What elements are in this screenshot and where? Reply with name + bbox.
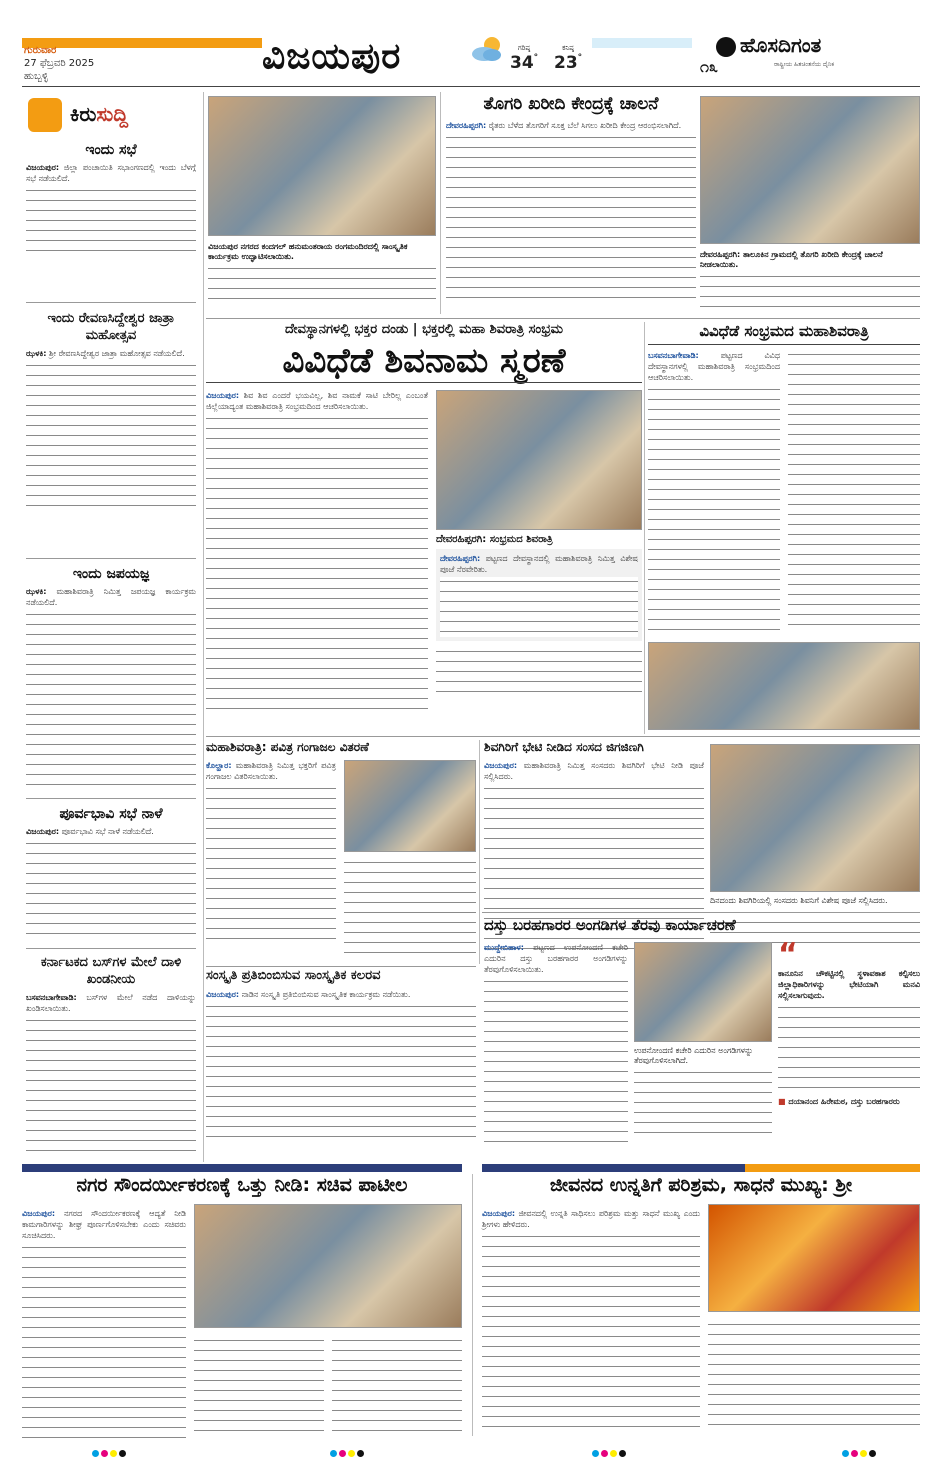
togari-photo: [700, 96, 920, 244]
masthead-date: 27 ಫೆಬ್ರವರಿ 2025: [24, 58, 95, 69]
sambhrama-dateline: ಬಸವನಬಾಗೇವಾಡಿ:: [648, 351, 699, 360]
kirusuddi-item-text: ಶ್ರೀ ರೇವಣಸಿದ್ದೇಶ್ವರ ಜಾತ್ರಾ ಮಹೋತ್ಸವ ನಡೆಯಲಿದೆ.: [48, 349, 185, 358]
jeevana-story: [482, 1174, 920, 1436]
dastu-photo: [634, 942, 772, 1042]
weather-max-label: ಗರಿಷ್ಠ: [517, 44, 531, 52]
sambhrama-story: [648, 322, 920, 734]
kirusuddi-item-dateline: ಬಸವನಬಾಗೇವಾಡಿ:: [26, 993, 77, 1002]
gangajala-dateline: ಕೊಲ್ಹಾರ:: [206, 761, 232, 770]
bottom-bar-right: [482, 1164, 920, 1172]
mp-visit-caption: ದಿನದಂದು ಶಿವಗಿರಿಯಲ್ಲಿ ಸಂಸದರು ಶಿವನಿಗೆ ವಿಶೇಷ ಪೂಜೆ ಸಲ್ಲಿಸಿದರು.: [710, 896, 888, 905]
kirusuddi-header: [28, 98, 194, 134]
shiva-photo-caption: ದೇವರಹಿಪ್ಪರಗಿ: ಸಂಭ್ರಮದ ಶಿವರಾತ್ರಿ: [436, 534, 553, 545]
shiva-kicker: ದೇವಸ್ಥಾನಗಳಲ್ಲಿ ಭಕ್ತರ ದಂಡು | ಭಕ್ತರಲ್ಲಿ ಮಹಾ ಶಿವರಾತ್ರಿ ಸಂಭ್ರಮ: [284, 322, 564, 337]
mp-visit-photo: [710, 744, 920, 892]
sambhrama-lead: ಪಟ್ಟಣದ ವಿವಿಧ ದೇವಸ್ಥಾನಗಳಲ್ಲಿ ಮಹಾಶಿವರಾತ್ರಿ ಸಂಭ್ರಮದಿಂದ ಆಚರಿಸಲಾಯಿತು.: [648, 351, 780, 382]
weather-min: [554, 44, 582, 73]
gangajala-lead: ಮಹಾಶಿವರಾತ್ರಿ ನಿಮಿತ್ತ ಭಕ್ತರಿಗೆ ಪವಿತ್ರ ಗಂಗಾಜಲ ವಿತರಿಸಲಾಯಿತು.: [206, 761, 336, 781]
kirusuddi-item-dateline: ವಿಜಯಪುರ:: [26, 163, 60, 172]
mp-visit-lead: ಮಹಾಶಿವರಾತ್ರಿ ನಿಮಿತ್ತ ಸಂಸದರು ಶಿವಗಿರಿಗೆ ಭೇಟಿ ನೀಡಿ ಪೂಜೆ ಸಲ್ಲಿಸಿದರು.: [484, 761, 704, 781]
nagara-story: [22, 1174, 462, 1436]
dastu-headline: ದಸ್ತು ಬರಹಗಾರರ ಅಂಗಡಿಗಳ ತೆರವು ಕಾರ್ಯಾಚರಣೆ: [484, 916, 736, 934]
shiva-box-text: ಪಟ್ಟಣದ ದೇವಸ್ಥಾನದಲ್ಲಿ ಮಹಾಶಿವರಾತ್ರಿ ನಿಮಿತ್ತ ವಿಶೇಷ ಪೂಜೆ ನೆರವೇರಿತು.: [440, 554, 638, 574]
kirusuddi-item: [26, 566, 196, 792]
gangajala-story: [206, 740, 476, 962]
kirusuddi-item-text: ಮಹಾಶಿವರಾತ್ರಿ ನಿಮಿತ್ತ ಜಪಯಜ್ಞ ಕಾರ್ಯಕ್ರಮ ನಡೆಯಲಿದೆ.: [26, 587, 197, 607]
shiva-lead: ಶಿವ ಶಿವ ಎಂದರೆ ಭಯವಿಲ್ಲ, ಶಿವ ನಾಮಕೆ ಸಾಟಿ ಬೇರಿಲ್ಲ ಎಂಬಂತೆ ಜಿಲ್ಲೆಯಾದ್ಯಂತ ಮಹಾಶಿವರಾತ್ರಿ ಸಂಭ್ರಮದಿಂದ ಆಚರಿಸಲಾಯಿತು.: [206, 391, 429, 411]
kirusuddi-item: [26, 142, 196, 258]
nagara-dateline: ವಿಜಯಪುರ:: [22, 1209, 56, 1218]
kirusuddi-item-text: ಜಿಲ್ಲಾ ಪಂಚಾಯಿತಿ ಸಭಾಂಗಣದಲ್ಲಿ ಇಂದು ಬೆಳಗ್ಗೆ ಸಭೆ ನಡೆಯಲಿದೆ.: [26, 163, 196, 183]
kirusuddi-item-dateline: ಝಳಕಿ:: [26, 587, 47, 596]
togari-headline: ತೊಗರಿ ಖರೀದಿ ಕೇಂದ್ರಕ್ಕೆ ಚಾಲನೆ: [483, 94, 659, 114]
registration-marks: [0, 1442, 945, 1454]
weather-icon: [470, 34, 506, 64]
weather-min-label: ಕನಿಷ್ಠ: [562, 44, 574, 52]
gangajala-photo: [344, 760, 476, 852]
event-photo: [208, 96, 436, 236]
dastu-quote: ಕಾನೂನಿನ ಚೌಕಟ್ಟಿನಲ್ಲಿ ಸ್ಥಳಾವಕಾಶ ಕಲ್ಪಿಸಲು ಜಿಲ್ಲಾಧಿಕಾರಿಗಳನ್ನು ಭೇಟಿಯಾಗಿ ಮನವಿ ಸಲ್ಲಿಸಲಾಗುವುದು.: [778, 969, 920, 1000]
shivaratri-photo: [436, 390, 642, 530]
nagara-photo: [194, 1204, 462, 1328]
mp-visit-headline: ಶಿವಗಿರಿಗೆ ಭೇಟಿ ನೀಡಿದ ಸಂಸದ ಜಿಗಜಿಣಗಿ: [484, 740, 644, 754]
sambhrama-headline: ವಿವಿಧೆಡೆ ಸಂಭ್ರಮದ ಮಹಾಶಿವರಾತ್ರಿ: [699, 322, 869, 340]
weather-max: [510, 44, 538, 73]
kirusuddi-item-heading: ಕರ್ನಾಟಕದ ಬಸ್‌ಗಳ ಮೇಲೆ ದಾಳಿ ಖಂಡನೀಯ: [40, 955, 182, 987]
kirusuddi-item-heading: ಇಂದು ರೇವಣಸಿದ್ದೇಶ್ವರ ಜಾತ್ರಾ ಮಹೋತ್ಸವ: [47, 311, 175, 343]
kirusuddi-item: [26, 310, 196, 511]
kirusuddi-item: [26, 806, 196, 939]
dastu-lead: ಪಟ್ಟಣದ ಉಪನೋಂದಣಿ ಕಚೇರಿ ಎದುರಿನ ದಸ್ತು ಬರಹಗಾರರ ಅಂಗಡಿಗಳನ್ನು ತೆರವುಗೊಳಿಸಲಾಯಿತು.: [484, 943, 628, 974]
jeevana-headline: ಜೀವನದ ಉನ್ನತಿಗೆ ಪರಿಶ್ರಮ, ಸಾಧನೆ ಮುಖ್ಯ: ಶ್ರೀ: [549, 1174, 853, 1196]
kirusuddi-column: [22, 92, 200, 1162]
masthead-day: ಗುರುವಾರ: [24, 45, 57, 56]
kirusuddi-item-dateline: ವಿಜಯಪುರ:: [26, 827, 60, 836]
kirusuddi-item: [26, 954, 196, 1156]
edition-title: ವಿಜಯಪುರ: [262, 36, 402, 77]
sanskrutika-dateline: ವಿಜಯಪುರ:: [206, 990, 240, 999]
togari-story: [446, 94, 696, 316]
quote-icon: “: [778, 937, 798, 972]
paper-logo-icon: [716, 37, 736, 57]
bottom-bar-left: [22, 1164, 462, 1172]
togari-photo-block: [700, 96, 920, 318]
kirusuddi-item-text: ಪೂರ್ವಭಾವಿ ಸಭೆ ನಾಳೆ ನಡೆಯಲಿದೆ.: [61, 827, 154, 836]
masthead-right-band: [592, 38, 692, 48]
hand-icon: [28, 98, 62, 132]
kirusuddi-item-dateline: ಝಳಕಿ:: [26, 349, 47, 358]
weather-unit: °: [533, 53, 539, 63]
kirusuddi-item-heading: ಪೂರ್ವಭಾವಿ ಸಭೆ ನಾಳೆ: [59, 806, 163, 822]
kirusuddi-item-heading: ಇಂದು ಜಪಯಜ್ಞ: [72, 566, 150, 582]
shiva-dateline: ವಿಜಯಪುರ:: [206, 391, 240, 400]
shiva-headline: ವಿವಿಧೆಡೆ ಶಿವನಾಮ ಸ್ಮರಣೆ: [282, 341, 566, 381]
shiva-main-story: [206, 322, 642, 732]
jeevana-lead: ಜೀವನದಲ್ಲಿ ಉನ್ನತಿ ಸಾಧಿಸಲು ಪರಿಶ್ರಮ ಮತ್ತು ಸಾಧನೆ ಮುಖ್ಯ ಎಂದು ಶ್ರೀಗಳು ಹೇಳಿದರು.: [482, 1209, 700, 1229]
shiva-box-dateline: ದೇವರಹಿಪ್ಪರಗಿ:: [440, 554, 481, 563]
kirusuddi-item-heading: ಇಂದು ಸಭೆ: [85, 142, 137, 158]
kirusuddi-title-a: ಕಿರು: [70, 102, 97, 126]
nagara-headline: ನಗರ ಸೌಂದರ್ಯೀಕರಣಕ್ಕೆ ಒತ್ತು ನೀಡಿ: ಸಚಿವ ಪಾಟೀಲ: [76, 1174, 408, 1196]
togari-caption: ದೇವರಹಿಪ್ಪರಗಿ: ತಾಲೂಕಿನ ಗ್ರಾಮದಲ್ಲಿ ತೊಗರಿ ಖರೀದಿ ಕೇಂದ್ರಕ್ಕೆ ಚಾಲನೆ ನೀಡಲಾಯಿತು.: [700, 250, 883, 269]
dastu-quote-author: ದಯಾನಂದ ಹಿರೇಮಠ, ದಸ್ತು ಬರಹಗಾರರು: [788, 1097, 900, 1106]
mp-visit-dateline: ವಿಜಯಪುರ:: [484, 761, 518, 770]
jeevana-dateline: ವಿಜಯಪುರ:: [482, 1209, 516, 1218]
page-number: ೧೩: [700, 57, 718, 76]
paper-name: ಹೊಸದಿಗಂತ: [740, 33, 822, 57]
gangajala-headline: ಮಹಾಶಿವರಾತ್ರಿ: ಪವಿತ್ರ ಗಂಗಾಜಲ ವಿತರಣೆ: [206, 740, 369, 754]
dastu-photo-caption: ಉಪನೋಂದಣಿ ಕಚೇರಿ ಎದುರಿನ ಅಂಗಡಿಗಳನ್ನು ತೆರವುಗೊಳಿಸಲಾಗಿದೆ.: [634, 1046, 754, 1065]
kirusuddi-item-text: ಬಸ್‌ಗಳ ಮೇಲೆ ನಡೆದ ದಾಳಿಯನ್ನು ಖಂಡಿಸಲಾಯಿತು.: [26, 993, 196, 1013]
sambhrama-photo: [648, 642, 920, 730]
dastu-story: [484, 916, 920, 1160]
jeevana-photo: [708, 1204, 920, 1312]
dastu-quote-box: [778, 937, 920, 1107]
story-photo1: [208, 96, 436, 316]
sanskrutika-story: [206, 968, 476, 1158]
photo-caption: ವಿಜಯಪುರ ನಗರದ ಕಂದಗಲ್ ಹನುಮಂತರಾಯ ರಂಗಮಂದಿರದಲ್ಲಿ ಸಾಂಸ್ಕೃತಿಕ ಕಾರ್ಯಕ್ರಮ ಉದ್ಘಾಟಿಸಲಾಯಿತು.: [208, 242, 408, 261]
shiva-box: [436, 549, 642, 641]
sanskrutika-headline: ಸಂಸ್ಕೃತಿ ಪ್ರತಿಬಿಂಬಿಸುವ ಸಾಂಸ್ಕೃತಿಕ ಕಲರವ: [206, 968, 381, 983]
masthead-city: ಹುಬ್ಬಳ್ಳಿ: [24, 71, 49, 82]
weather-max-value: 34: [510, 53, 534, 73]
togari-dateline: ದೇವರಹಿಪ್ಪರಗಿ:: [446, 121, 487, 130]
paper-logo: [694, 33, 919, 79]
dastu-dateline: ಮುದ್ದೇಬಿಹಾಳ:: [484, 943, 524, 952]
quote-bullet-icon: ■: [778, 1097, 789, 1106]
paper-tagline: ರಾಷ್ಟ್ರೀಯ ಹಿತಚಿಂತನೆಯ ದೈನಿಕ: [774, 61, 835, 68]
weather-min-value: 23: [554, 53, 578, 73]
togari-lead: ರೈತರು ಬೆಳೆದ ತೊಗರಿಗೆ ಸೂಕ್ತ ಬೆಲೆ ಸಿಗಲು ಖರೀದಿ ಕೇಂದ್ರ ಆರಂಭಿಸಲಾಗಿದೆ.: [488, 121, 682, 130]
weather-unit: °: [577, 53, 583, 63]
kirusuddi-title-b: ಸುದ್ದಿ: [96, 102, 129, 126]
masthead: [0, 0, 945, 84]
sanskrutika-lead: ನಾಡಿನ ಸಂಸ್ಕೃತಿ ಪ್ರತಿಬಿಂಬಿಸುವ ಸಾಂಸ್ಕೃತಿಕ ಕಾರ್ಯಕ್ರಮ ನಡೆಯಿತು.: [241, 990, 411, 999]
masthead-date-block: [24, 44, 94, 83]
masthead-rule: [22, 86, 920, 87]
nagara-lead: ನಗರದ ಸೌಂದರ್ಯೀಕರಣಕ್ಕೆ ಆದ್ಯತೆ ನೀಡಿ ಕಾಮಗಾರಿಗಳನ್ನು ಶೀಘ್ರ ಪೂರ್ಣಗೊಳಿಸಬೇಕು ಎಂದು ಸಚಿವರು ಸೂಚಿಸಿದರು.: [22, 1209, 187, 1240]
